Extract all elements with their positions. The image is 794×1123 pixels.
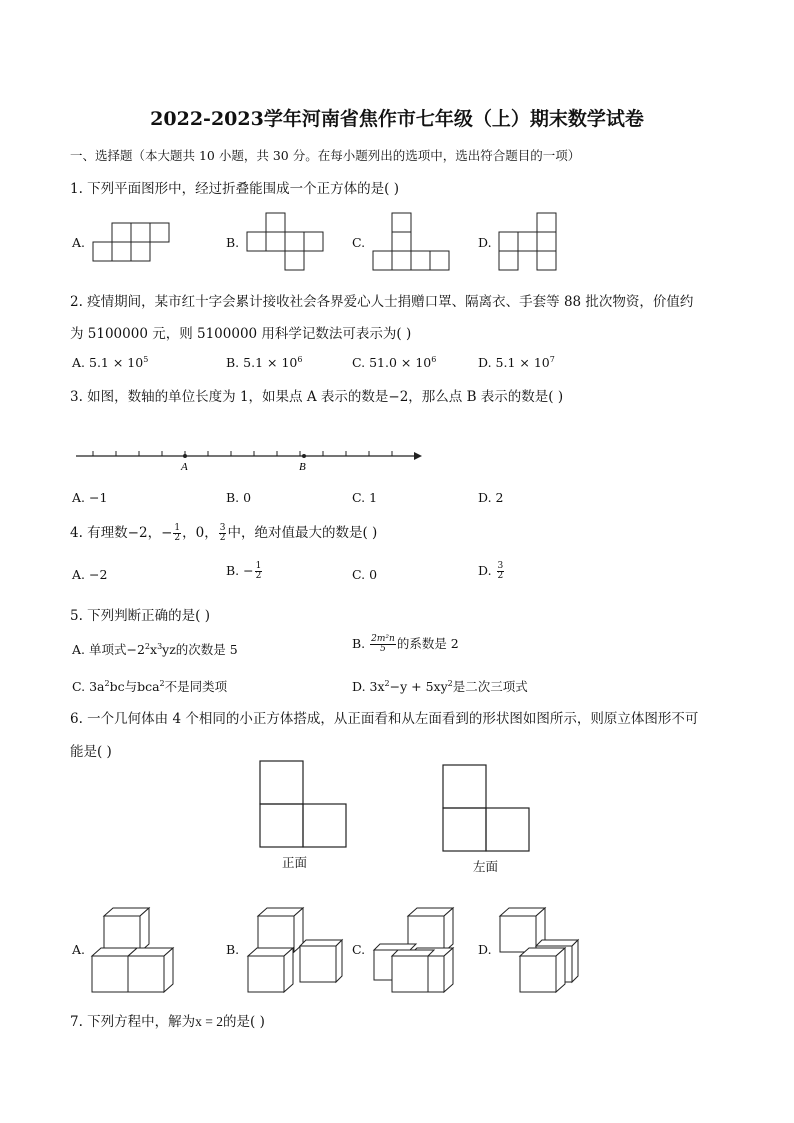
- q4-suffix: 中，绝对值最大的数是( ): [227, 525, 378, 541]
- q2-option-d[interactable]: [478, 355, 555, 370]
- q1-net-d: [498, 212, 560, 272]
- front-view: [259, 760, 349, 848]
- q2-a-exponent: 5: [143, 355, 149, 364]
- q2-d-exponent: 7: [549, 355, 555, 364]
- q3-option-c[interactable]: C. 1: [352, 490, 378, 505]
- q2-b-mantissa: 5.1 × 10: [243, 355, 298, 371]
- point-a-label: A: [181, 461, 188, 473]
- point-a-dot: [183, 454, 187, 458]
- q2-option-b[interactable]: [226, 355, 302, 370]
- q5-stem: 5. 下列判断正确的是( ): [70, 608, 210, 624]
- left-view-caption: 左面: [473, 859, 499, 874]
- q4-frac-three-halves: $\frac{3}{2}$: [219, 523, 226, 543]
- q5-option-b[interactable]: B. $\frac{\text{2m²n}}{5}$ 的系数是 2: [352, 634, 459, 654]
- q2-c-label: C.: [352, 355, 366, 371]
- q1-net-a: [92, 222, 172, 264]
- q2-b-label: B.: [226, 355, 240, 371]
- q6-label-b: B.: [226, 942, 240, 957]
- q2-a-mantissa: 5.1 × 10: [89, 355, 144, 371]
- q6-label-d: D.: [478, 942, 492, 957]
- point-b-dot: [302, 454, 306, 458]
- q1-label-a: A.: [72, 235, 86, 250]
- q1-label-c: C.: [352, 235, 366, 250]
- q4-option-c[interactable]: C. 0: [352, 567, 378, 582]
- q4-option-d[interactable]: D. $\frac{3}{2}$: [478, 561, 504, 581]
- q5-option-a[interactable]: A. 单项式$-2^2x^3yz$的次数是 5: [72, 641, 238, 657]
- exam-title: 2022-2023学年河南省焦作市七年级（上）期末数学试卷: [150, 108, 644, 130]
- q1-label-b: B.: [226, 235, 240, 250]
- q4-mid: ，0，: [182, 525, 218, 541]
- q2-option-c[interactable]: [352, 355, 436, 370]
- q2-c-mantissa: 51.0 × 10: [369, 355, 432, 371]
- q6-label-c: C.: [352, 942, 366, 957]
- number-line: [70, 445, 430, 475]
- q1-net-c: [372, 212, 452, 272]
- q2-c-exponent: 6: [431, 355, 437, 364]
- q3-option-d[interactable]: D. 2: [478, 490, 504, 505]
- q6-solid-a: [90, 904, 180, 996]
- q2-option-a[interactable]: [72, 355, 148, 370]
- q4-stem: [70, 521, 377, 543]
- q6-label-a: A.: [72, 942, 86, 957]
- q2-line1: 2. 疫情期间，某市红十字会累计接收社会各界爱心人士捐赠口罩、隔离衣、手套等 88 批次物资，价值约: [70, 294, 694, 310]
- q4-option-a[interactable]: A. −2: [72, 567, 108, 582]
- q4-prefix: 4. 有理数−2，−: [70, 525, 173, 541]
- section-1-heading: 一、选择题（本大题共 10 小题，共 30 分。在每小题列出的选项中，选出符合题目的一项）: [70, 148, 581, 163]
- q4-option-b[interactable]: B. − $\frac{1}{2}$: [226, 561, 262, 581]
- q3-option-b[interactable]: B. 0: [226, 490, 252, 505]
- q6-line1: 6. 一个几何体由 4 个相同的小正方体搭成，从正面看和从左面看到的形状图如图所示，则原立体图形不可: [70, 711, 699, 727]
- q2-d-mantissa: 5.1 × 10: [495, 355, 550, 371]
- q2-line2: 为 5100000 元，则 5100000 用科学记数法可表示为( ): [70, 326, 412, 342]
- q1-label-d: D.: [478, 235, 492, 250]
- q5-option-d[interactable]: D. $3x^2-y + 5xy^2$是二次三项式: [352, 678, 528, 694]
- q6-solid-c: [370, 904, 470, 996]
- point-b-label: B: [299, 461, 306, 473]
- q1-net-b: [246, 212, 326, 272]
- q7-equation: x = 2: [195, 1014, 224, 1029]
- q4-frac-half: $\frac{1}{2}$: [174, 523, 181, 543]
- q6-solid-b: [244, 904, 344, 996]
- q1-stem: 1. 下列平面图形中，经过折叠能围成一个正方体的是( ): [70, 181, 399, 197]
- q2-a-label: A.: [72, 355, 86, 371]
- q2-b-exponent: 6: [297, 355, 303, 364]
- q7-stem: 7. 下列方程中，解为x = 2的是( ): [70, 1014, 265, 1030]
- left-view: [442, 764, 532, 852]
- front-view-caption: 正面: [282, 855, 308, 870]
- q3-option-a[interactable]: A. −1: [72, 490, 108, 505]
- q6-solid-d: [496, 904, 596, 996]
- q2-d-label: D.: [478, 355, 492, 371]
- q6-line2: 能是( ): [70, 744, 112, 760]
- q3-stem: 3. 如图，数轴的单位长度为 1，如果点 A 表示的数是−2，那么点 B 表示的数是( ): [70, 389, 564, 405]
- q5-option-c[interactable]: C. $3a^2bc$与bca$^2$不是同类项: [72, 678, 228, 694]
